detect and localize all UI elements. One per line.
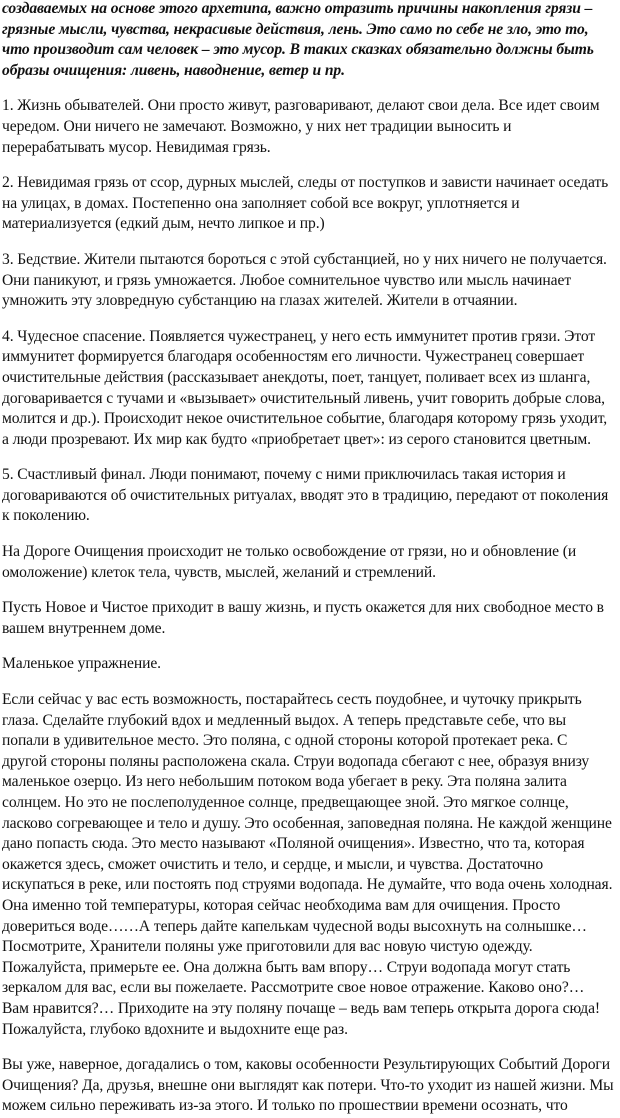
- intro-paragraph: создаваемых на основе этого архетипа, важно отразить причины накопления грязи – грязные мысли, чувства, некрасивые действия, лень. Это само по себе не зло, это то, что производит сам человек – это мусор. В таких сказках обязательно должны быть образы очищения: ливень, наводнение, ветер и пр.: [2, 0, 594, 79]
- paragraph-step-4: 4. Чудесное спасение. Появляется чужестранец, у него есть иммунитет против грязи. Этот иммунитет формируется благодаря особенностям его личности. Чужестранец совершает очистительные действия (рассказывает анекдоты, поет, танцует, поливает всех из шланга, договаривается с тучами и «вызывает» очистительный ливень, учит говорить добрые слова, молится и др.). Происходит некое очистительное событие, благодаря которому грязь уходит, а люди прозревают. Их мир как будто «приобретает цвет»: из серого становится цветным.: [2, 327, 608, 448]
- paragraph-step-2: 2. Невидимая грязь от ссор, дурных мыслей, следы от поступков и зависти начинает оседать на улицах, в домах. Постепенно она заполняет собой все вокруг, уплотняется и материализуется (едкий дым, нечто липкое и пр.): [2, 174, 609, 233]
- paragraph-step-5: 5. Счастливый финал. Люди понимают, почему с ними приключилась такая история и договариваются об очистительных ритуалах, вводят это в традицию, передают от поколения к поколению.: [2, 466, 609, 525]
- paragraph-step-1: 1. Жизнь обывателей. Они просто живут, разговаривают, делают свои дела. Все идет своим чередом. Они ничего не замечают. Возможно, у них нет традиции выносить и перерабатывать мусор. Невидимая грязь.: [2, 97, 600, 156]
- paragraph-exercise: Если сейчас у вас есть возможность, постарайтесь сесть поудобнее, и чуточку прикрыть глаза. Сделайте глубокий вдох и медленный выдох. А теперь представьте себе, что вы попали в удивительное место. Это поляна, с одной стороны которой протекает река. С другой стороны поляны расположена скала. Струи водопада сбегают с нее, образуя внизу маленькое озерцо. Из него небольшим потоком вода убегает в реку. Эта поляна залита солнцем. Но это не послеполуденное солнце, предвещающее зной. Это мягкое солнце, ласково согревающее и тело и душу. Это особенная, заповедная поляна. Не каждой женщине дано попасть сюда. Это место называют «Поляной очищения». Известно, что та, которая окажется здесь, сможет очистить и тело, и сердце, и мысли, и чувства. Достаточно искупаться в реке, или постоять под струями водопада. Не думайте, что вода очень холодная. Она именно той температуры, которая сейчас необходима вам для очищения. Просто довериться воде……А теперь дайте капелькам чудесной воды высохнуть на солнышке… Посмотрите, Хранители поляны уже приготовили для вас новую чистую одежду. Пожалуйста, примерьте ее. Она должна быть вам впору… Струи водопада могут стать зеркалом для вас, если вы пожелаете. Рассмотрите свое новое отражение. Каково оно?… Вам нравится?… Приходите на эту поляну почаще – ведь вам теперь открыта дорога сюда! Пожалуйста, глубоко вдохните и выдохните еще раз.: [2, 691, 613, 1038]
- paragraph-result-events: Вы уже, наверное, догадались о том, каковы особенности Результирующих Событий Дороги Очищения? Да, друзья, внешне они выглядят как потери. Что-то уходит из нашей жизни. Мы можем сильно переживать из-за этого. И только по прошествии времени осознать, что: [2, 1056, 614, 1115]
- paragraph-renewal: На Дороге Очищения происходит не только освобождение от грязи, но и обновление (и омоложение) клеток тела, чувств, мыслей, желаний и стремлений.: [2, 543, 577, 581]
- paragraph-new-and-clean: Пусть Новое и Чистое приходит в вашу жизнь, и пусть окажется для них свободное место в вашем внутреннем доме.: [2, 599, 604, 637]
- exercise-heading: Маленькое упражнение.: [2, 655, 161, 673]
- paragraph-step-3: 3. Бедствие. Жители пытаются бороться с этой субстанцией, но у них ничего не получается. Они паникуют, и грязь умножается. Любое сомнительное чувство или мысль начинает умножить эту зловредную субстанцию на глазах жителей. Жители в отчаянии.: [2, 250, 607, 310]
